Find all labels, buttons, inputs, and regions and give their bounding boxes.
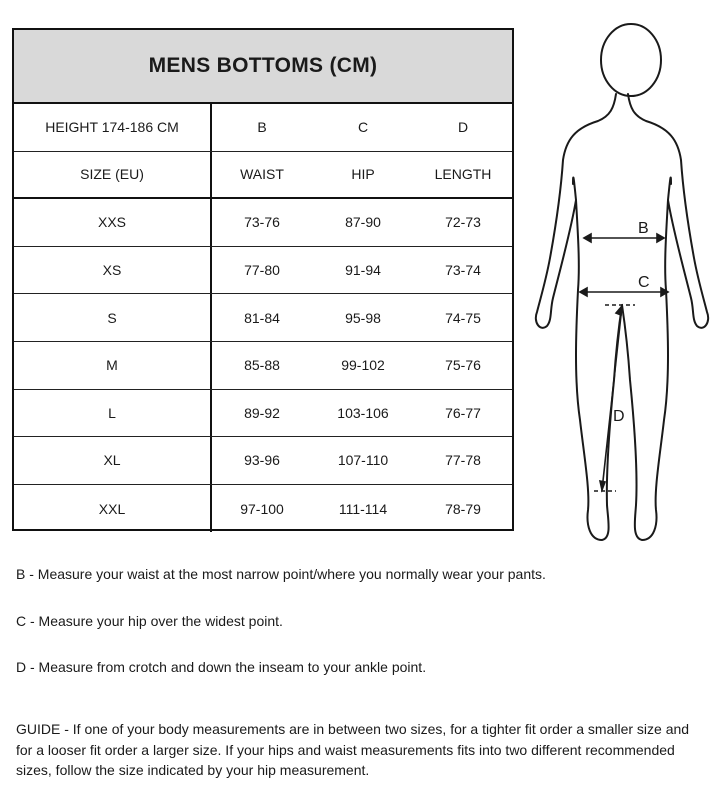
- table-letter-row: [14, 104, 512, 152]
- figure-label-d: D: [613, 408, 625, 425]
- length-cell: 75-76: [445, 357, 481, 374]
- length-cell: 76-77: [445, 404, 481, 421]
- table-header-row: [14, 152, 512, 200]
- waist-cell: 85-88: [244, 357, 280, 374]
- column-header-size: SIZE (EU): [14, 152, 212, 198]
- waist-cell: 97-100: [240, 500, 284, 517]
- hip-cell: 107-110: [337, 452, 389, 469]
- note-waist: B - Measure your waist at the most narrow point/where you normally wear your pants.: [16, 566, 546, 582]
- size-cell: M: [14, 342, 212, 389]
- waist-cell: 73-76: [244, 214, 280, 231]
- table-row: [14, 294, 512, 342]
- note-length: D - Measure from crotch and down the inseam to your ankle point.: [16, 659, 427, 675]
- hip-cell: 111-114: [338, 500, 388, 517]
- size-chart-table: [12, 28, 514, 531]
- letter-c-cell: C: [357, 119, 369, 136]
- hip-cell: 103-106: [337, 404, 389, 421]
- waist-cell: 89-92: [244, 404, 280, 421]
- waist-cell: 93-96: [244, 452, 280, 469]
- height-range-cell: HEIGHT 174-186 CM: [14, 104, 212, 151]
- length-cell: 74-75: [445, 309, 481, 326]
- length-cell: 77-78: [445, 452, 481, 469]
- waist-cell: 81-84: [244, 309, 280, 326]
- body-measurement-figure: [525, 20, 722, 550]
- sizing-guide-text: GUIDE - If one of your body measurements are in between two sizes, for a tighter fit order a smaller size and for a looser fit order a larger size. If your hips and waist measurements fits into two different recommended sizes, follow the size indicated by your hip measurement.: [16, 721, 690, 778]
- length-cell: 72-73: [445, 214, 481, 231]
- table-row: [14, 390, 512, 438]
- figure-label-b: B: [638, 220, 649, 237]
- letter-b-cell: B: [257, 119, 267, 136]
- size-cell: XL: [14, 437, 212, 484]
- note-hip: C - Measure your hip over the widest point.: [16, 613, 283, 629]
- length-cell: 78-79: [445, 500, 481, 517]
- table-row: [14, 199, 512, 247]
- size-cell: XS: [14, 247, 212, 294]
- hip-cell: 99-102: [341, 357, 385, 374]
- body-outline: [536, 94, 708, 540]
- inseam-measure-line: [602, 306, 622, 490]
- hip-cell: 95-98: [345, 309, 381, 326]
- size-cell: L: [14, 390, 212, 437]
- length-cell: 73-74: [445, 262, 481, 279]
- hip-cell: 91-94: [345, 262, 381, 279]
- figure-label-c: C: [638, 274, 650, 291]
- column-header-hip: HIP: [351, 166, 375, 183]
- size-cell: XXS: [14, 199, 212, 246]
- table-row: [14, 485, 512, 533]
- size-cell: S: [14, 294, 212, 341]
- column-header-waist: WAIST: [240, 166, 284, 183]
- table-row: [14, 342, 512, 390]
- waist-cell: 77-80: [244, 262, 280, 279]
- hip-cell: 87-90: [345, 214, 381, 231]
- table-row: [14, 437, 512, 485]
- column-header-length: LENGTH: [434, 166, 492, 183]
- letter-d-cell: D: [457, 119, 469, 136]
- table-row: [14, 247, 512, 295]
- head-outline: [601, 24, 661, 96]
- table-title: MENS BOTTOMS (CM): [14, 30, 512, 104]
- size-cell: XXL: [14, 485, 212, 533]
